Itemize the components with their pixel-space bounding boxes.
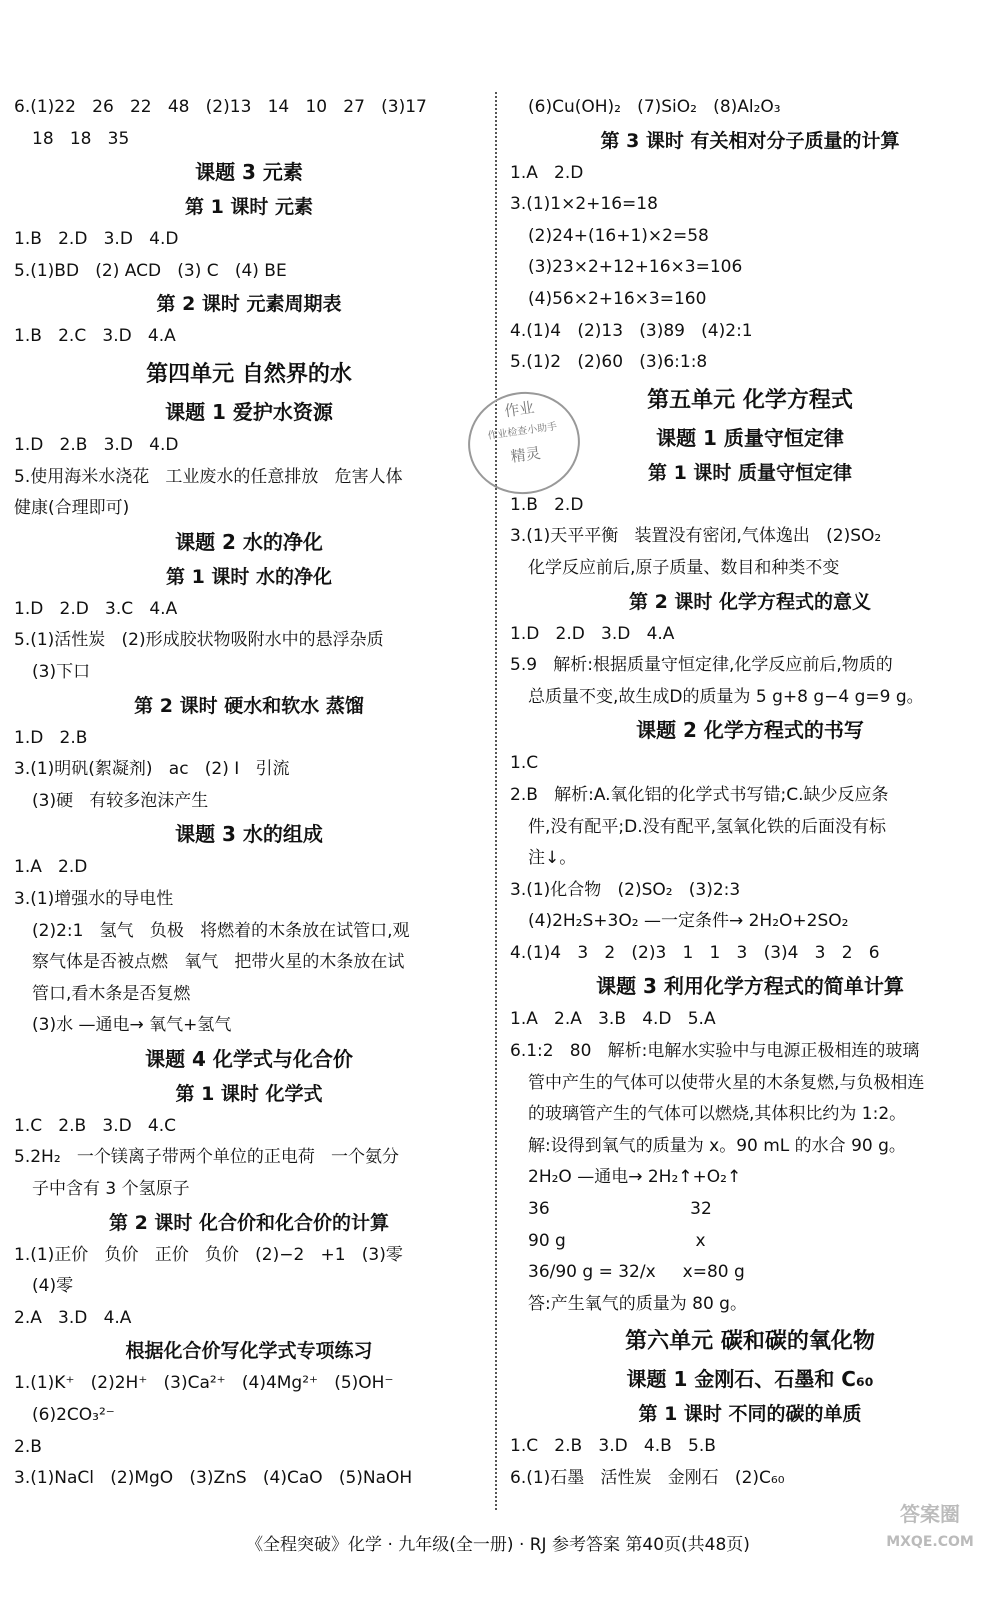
answer-line: 注↓。 bbox=[528, 848, 577, 869]
answer-line: (3)水 —通电→ 氧气+氢气 bbox=[32, 1015, 232, 1036]
answer-line: 5.使用海米水浇花 工业废水的任意排放 危害人体 bbox=[14, 466, 403, 487]
answer-line: (4)零 bbox=[32, 1276, 74, 1297]
answer-line: 1.D 2.D 3.C 4.A bbox=[14, 598, 178, 619]
topic-heading: 课题 1 金刚石、石墨和 C₆₀ bbox=[626, 1367, 874, 1392]
answer-line: 1.C 2.B 3.D 4.B 5.B bbox=[510, 1436, 716, 1457]
answer-line: 3.(1)化合物 (2)SO₂ (3)2:3 bbox=[510, 879, 741, 900]
topic-heading: 课题 2 水的净化 bbox=[175, 529, 323, 554]
answer-line: (4)56×2+16×3=160 bbox=[528, 288, 707, 309]
answer-line: (3)下口 bbox=[32, 661, 91, 682]
lesson-heading: 第 1 课时 元素 bbox=[184, 196, 314, 219]
stamp-line-2: 作业检查小助手 bbox=[486, 421, 558, 442]
answer-line: 化学反应前后,原子质量、数目和种类不变 bbox=[528, 557, 840, 578]
unit-heading: 第五单元 化学方程式 bbox=[647, 387, 853, 413]
answer-line: 2.B 解析:A.氧化铝的化学式书写错;C.缺少反应条 bbox=[510, 784, 889, 805]
answer-line: 管口,看木条是否复燃 bbox=[32, 983, 191, 1004]
answer-line: 4.(1)4 3 2 (2)3 1 1 3 (3)4 3 2 6 bbox=[510, 942, 880, 963]
answer-line: 90 g x bbox=[528, 1230, 706, 1251]
answer-line: 1.D 2.B 3.D 4.D bbox=[14, 434, 179, 455]
answer-line: 的玻璃管产生的气体可以燃烧,其体积比约为 1:2。 bbox=[528, 1104, 907, 1125]
right-column bbox=[510, 92, 990, 1495]
answer-line: (2)24+(16+1)×2=58 bbox=[528, 225, 709, 246]
answer-line: 6.(1)石墨 活性炭 金刚石 (2)C₆₀ bbox=[510, 1468, 785, 1488]
answer-line: 3.(1)NaCl (2)MgO (3)ZnS (4)CaO (5)NaOH bbox=[14, 1468, 413, 1489]
watermark-line-1: 答案圈 bbox=[900, 1502, 960, 1526]
answer-line: 6.(1)22 26 22 48 (2)13 14 10 27 (3)17 bbox=[14, 97, 427, 117]
lesson-heading: 第 2 课时 化合价和化合价的计算 bbox=[108, 1211, 390, 1234]
unit-heading: 第六单元 碳和碳的氧化物 bbox=[625, 1329, 875, 1355]
answer-line: 1.A 2.D bbox=[510, 162, 584, 183]
answer-line: 3.(1)明矾(絮凝剂) ac (2) I 引流 bbox=[14, 759, 290, 780]
topic-heading: 课题 3 元素 bbox=[195, 160, 303, 185]
answer-line: 4.(1)4 (2)13 (3)89 (4)2:1 bbox=[510, 320, 753, 341]
answer-line: 管中产生的气体可以使带火星的木条复燃,与负极相连 bbox=[528, 1072, 925, 1093]
answer-line: (3)23×2+12+16×3=106 bbox=[528, 257, 743, 278]
answer-line: 1.(1)正价 负价 正价 负价 (2)−2 +1 (3)零 bbox=[14, 1244, 403, 1265]
answer-line: 1.B 2.C 3.D 4.A bbox=[14, 326, 176, 347]
answer-line: 1.C 2.B 3.D 4.C bbox=[14, 1115, 177, 1136]
lesson-heading: 第 1 课时 质量守恒定律 bbox=[647, 461, 853, 484]
lesson-heading: 第 2 课时 化学方程式的意义 bbox=[628, 590, 872, 613]
answer-line: 答:产生氧气的质量为 80 g。 bbox=[528, 1293, 747, 1314]
answer-line: 健康(合理即可) bbox=[14, 498, 130, 519]
answer-line: 5.(1)2 (2)60 (3)6:1:8 bbox=[510, 352, 708, 373]
answer-line: 察气体是否被点燃 氧气 把带火星的木条放在试 bbox=[32, 952, 405, 973]
answer-line: 5.9 解析:根据质量守恒定律,化学反应前后,物质的 bbox=[510, 655, 893, 676]
answer-line: 1.(1)K⁺ (2)2H⁺ (3)Ca²⁺ (4)4Mg²⁺ (5)OH⁻ bbox=[14, 1373, 394, 1394]
answer-line: 2.B bbox=[14, 1436, 42, 1457]
stamp-line-1: 作业 bbox=[503, 398, 536, 421]
left-column bbox=[14, 92, 484, 1495]
answer-line: (6)2CO₃²⁻ bbox=[32, 1405, 115, 1426]
answer-line: 6.1:2 80 解析:电解水实验中与电源正极相连的玻璃 bbox=[510, 1041, 920, 1062]
answer-line: (2)2:1 氢气 负极 将燃着的木条放在试管口,观 bbox=[32, 920, 410, 941]
answer-line: 1.C bbox=[510, 753, 539, 774]
answer-line: (4)2H₂S+3O₂ —一定条件→ 2H₂O+2SO₂ bbox=[528, 911, 849, 932]
answer-line: 1.B 2.D 3.D 4.D bbox=[14, 229, 179, 250]
answer-line: 5.2H₂ 一个镁离子带两个单位的正电荷 一个氨分 bbox=[14, 1147, 400, 1168]
answer-line: 1.D 2.B bbox=[14, 727, 88, 748]
answer-line: 1.D 2.D 3.D 4.A bbox=[510, 623, 675, 644]
lesson-heading: 第 3 课时 有关相对分子质量的计算 bbox=[600, 129, 900, 152]
answer-line: 1.B 2.D bbox=[510, 494, 584, 515]
topic-heading: 课题 2 化学方程式的书写 bbox=[636, 718, 864, 743]
answer-line: 3.(1)增强水的导电性 bbox=[14, 888, 174, 909]
watermark-line-2: MXQE.COM bbox=[886, 1534, 974, 1550]
answer-line: (3)硬 有较多泡沫产生 bbox=[32, 790, 209, 811]
answer-line: 1.A 2.D bbox=[14, 857, 88, 878]
lesson-heading: 第 1 课时 化学式 bbox=[175, 1082, 323, 1105]
answer-line: 件,没有配平;D.没有配平,氢氧化铁的后面没有标 bbox=[528, 816, 887, 837]
lesson-heading: 第 2 课时 硬水和软水 蒸馏 bbox=[134, 694, 364, 717]
answer-line: 5.(1)活性炭 (2)形成胶状物吸附水中的悬浮杂质 bbox=[14, 630, 384, 651]
lesson-heading: 第 1 课时 不同的碳的单质 bbox=[638, 1403, 862, 1426]
page-footer: 《全程突破》化学 · 九年级(全一册) · RJ 参考答案 第40页(共48页) bbox=[246, 1535, 750, 1555]
topic-heading: 课题 1 质量守恒定律 bbox=[656, 425, 844, 450]
lesson-heading: 第 2 课时 元素周期表 bbox=[156, 293, 342, 316]
answer-line: 1.A 2.A 3.B 4.D 5.A bbox=[510, 1009, 716, 1030]
topic-heading: 课题 4 化学式与化合价 bbox=[145, 1046, 353, 1071]
answer-line: (6)Cu(OH)₂ (7)SiO₂ (8)Al₂O₃ bbox=[528, 97, 781, 117]
answer-line: 18 18 35 bbox=[32, 128, 130, 149]
answer-line: 总质量不变,故生成D的质量为 5 g+8 g−4 g=9 g。 bbox=[528, 686, 924, 707]
stamp-line-3: 精灵 bbox=[509, 443, 542, 466]
column-divider bbox=[495, 92, 497, 1510]
answer-line: 解:设得到氧气的质量为 x。90 mL 的水合 90 g。 bbox=[528, 1135, 906, 1156]
answer-line: 36/90 g = 32/x x=80 g bbox=[528, 1262, 745, 1283]
answer-line: 2.A 3.D 4.A bbox=[14, 1307, 132, 1328]
unit-heading: 第四单元 自然界的水 bbox=[146, 361, 352, 387]
answer-line: 3.(1)天平平衡 装置没有密闭,气体逸出 (2)SO₂ bbox=[510, 526, 882, 547]
answer-line: 36 32 bbox=[528, 1199, 712, 1220]
topic-heading: 课题 1 爱护水资源 bbox=[165, 399, 333, 424]
topic-heading: 课题 3 水的组成 bbox=[175, 822, 323, 847]
answer-line: 子中含有 3 个氢原子 bbox=[32, 1179, 190, 1200]
lesson-heading: 根据化合价写化学式专项练习 bbox=[125, 1340, 373, 1363]
answer-line: 5.(1)BD (2) ACD (3) C (4) BE bbox=[14, 260, 287, 281]
lesson-heading: 第 1 课时 水的净化 bbox=[165, 565, 333, 588]
topic-heading: 课题 3 利用化学方程式的简单计算 bbox=[596, 974, 904, 999]
answer-line: 2H₂O —通电→ 2H₂↑+O₂↑ bbox=[528, 1167, 742, 1188]
answer-line: 3.(1)1×2+16=18 bbox=[510, 194, 658, 215]
